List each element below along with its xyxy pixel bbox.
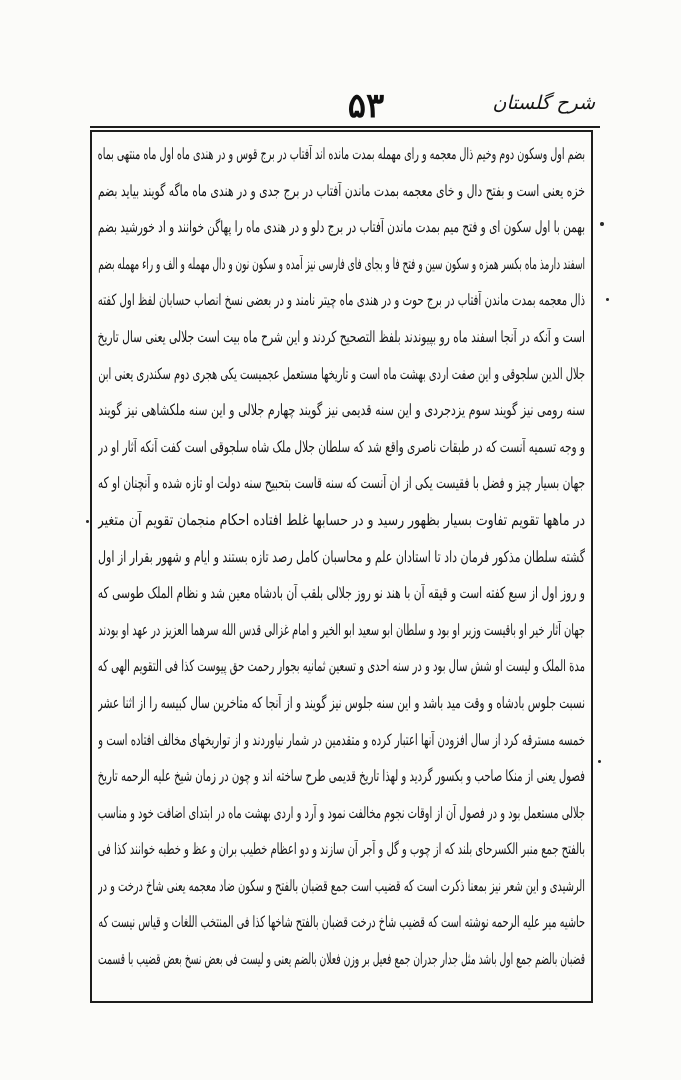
text-line: خمسه مسترقه کرد از سال افزودن آنها اعتبار کرده و متقدمین در شمار نیاوردند و از تواریخهای مخالف افتاده است و (98, 730, 585, 749)
running-title: شرح گلستان (492, 92, 595, 114)
text-line: بهمن با اول سکون ای و فتح میم بمدت ماندن آفتاب در برج دلو و در هندی ماه را پهاگن خوانند و اد خورشید بضم (98, 218, 585, 237)
text-line: و روز اول از سبع کفته است و قیقه آن با هند نو روز جلالی بلقب آن بادشاه معین شد و نظام الملک طوسی که (97, 584, 585, 603)
text-line: حاشیه میر علیه الرحمه نوشته است که قضیب شاخ درخت قضبان بالفتح شاخها کذا فی المنتخب اللغات و قیاس نیست که (98, 913, 585, 932)
text-line: بالفتح جمع منبر الکسرحای بلند که از چوب و گل و آجر آن سازند و دو اعظام خطیب بران و عظ و خطبه خوانند کذا فی (97, 840, 585, 859)
text-line: الرشیدی و این شعر نیز بمعنا ذکرت است که قضیب است جمع قضبان بالفتح و سکون ضاد معجمه یعنی شاخ درخت و در (97, 876, 585, 895)
text-line: جلال الدین سلجوقی و این صفت اردی بهشت ماه است و تاریخها مستعمل عجمیست یکی هجری دوم سکندری یعنی ابن (98, 364, 585, 383)
text-line: جهان بسیار چیز و فضل با فقیست یکی از ان آنست که سنه قاست بتحبیح سنه دولت او تازه شده و آنچنان او که (97, 474, 585, 493)
text-line: و وجه تسمیه آنست که در طبقات ناصری واقع شد که سلطان جلال ملک شاه سلجوقی است کفت آنکه آثار او در (98, 437, 585, 456)
ink-speck (598, 760, 601, 763)
text-line: مدة الملک و لیست او شش سال بود و در سنه احدی و تسعین ثمانیه بجوار رحمت حق پیوست کذا فی التقویم الهی که (97, 657, 585, 676)
text-line: قضبان بالضم جمع اول باشد مثل جدار جدران جمع فعیل بر وزن فعلان بالضم یعنی و لیست فی بعض نسخ بعض قضیب با قسمت (98, 950, 585, 969)
text-line: خزه یعنی است و بفتح دال و خای معجمه بمدت ماندن آفتاب در برج جدی و در هندی ماه ماگه گویند بیاید بضم (97, 181, 585, 200)
text-line: جهان آثار خیر او باقیست وزیر او بود و سلطان ابو سعید ابو الخیر و امام غزالی قدس الله سرهما العزیز در عهد او بودند (98, 620, 585, 639)
text-line: است و آنکه در آنجا اسفند ماه رو بپیوندند بلفظ التصحیح کردند و این شرح ماه بیت است جلالی یعنی سال تاریخ (97, 327, 585, 346)
text-line: سنه رومی نیز گویند سوم یزدجردی و این سنه قدیمی نیز گویند چهارم جلالی و این سنه ملکشاهی نیز گویند (98, 401, 585, 420)
text-line: جلالی مستعمل بود و در فصول آن از اوقات نجوم مخالفت نمود و آرد و اردی بهشت ماه در ابتدای اضافت خود و مناسب (97, 803, 585, 822)
page-header (90, 86, 595, 130)
ink-speck (86, 520, 89, 523)
text-line: در ماهها تقویم تفاوت بسیار بظهور رسید و در حسابها غلط افتاده احکام منجمان تقویم آن متغیر (97, 510, 585, 529)
text-frame (90, 130, 593, 1003)
text-line: نسبت جلوس بادشاه و وقت مید باشد و این سنه جلوس نیز گویند و از آنجا که متاخرین سال کبیسه را از اثنا عشر (98, 693, 585, 712)
ink-speck (606, 298, 609, 301)
text-line: اسفند دارمذ ماه بکسر همزه و سکون سین و فتح فا و بجای فای فارسی نیز آمده و سکون نون و دال مهمله و الف و راء مهمله بضم (98, 254, 585, 273)
ink-speck (600, 222, 604, 226)
text-line: بضم اول وسکون دوم وخیم ذال معجمه و رای مهمله بمدت مانده اند آفتاب در برج قوس و در هندی ماه اول ماه منتهی بماه (97, 145, 585, 163)
page-number: ۵۳ (347, 86, 385, 126)
text-line: فصول یعنی از منکا صاحب و بکسور گردید و لهذا تاریخ قدیمی طرح ساخته اند و چون در زمان شیخ علیه الرحمه تاریخ (97, 767, 585, 786)
text-line: ذال معجمه بمدت ماندن آفتاب در برج حوت و در هندی ماه چیتر نامند و در بعضی نسخ انصاب حسابان لفظ اول کفته (97, 291, 585, 310)
text-line: گشته سلطان مذکور فرمان داد تا استادان علم و محاسبان کامل رصد تازه بستند و ایام و شهور بقرار از اول (98, 547, 585, 566)
header-rule (90, 126, 600, 128)
body-text (98, 136, 585, 996)
